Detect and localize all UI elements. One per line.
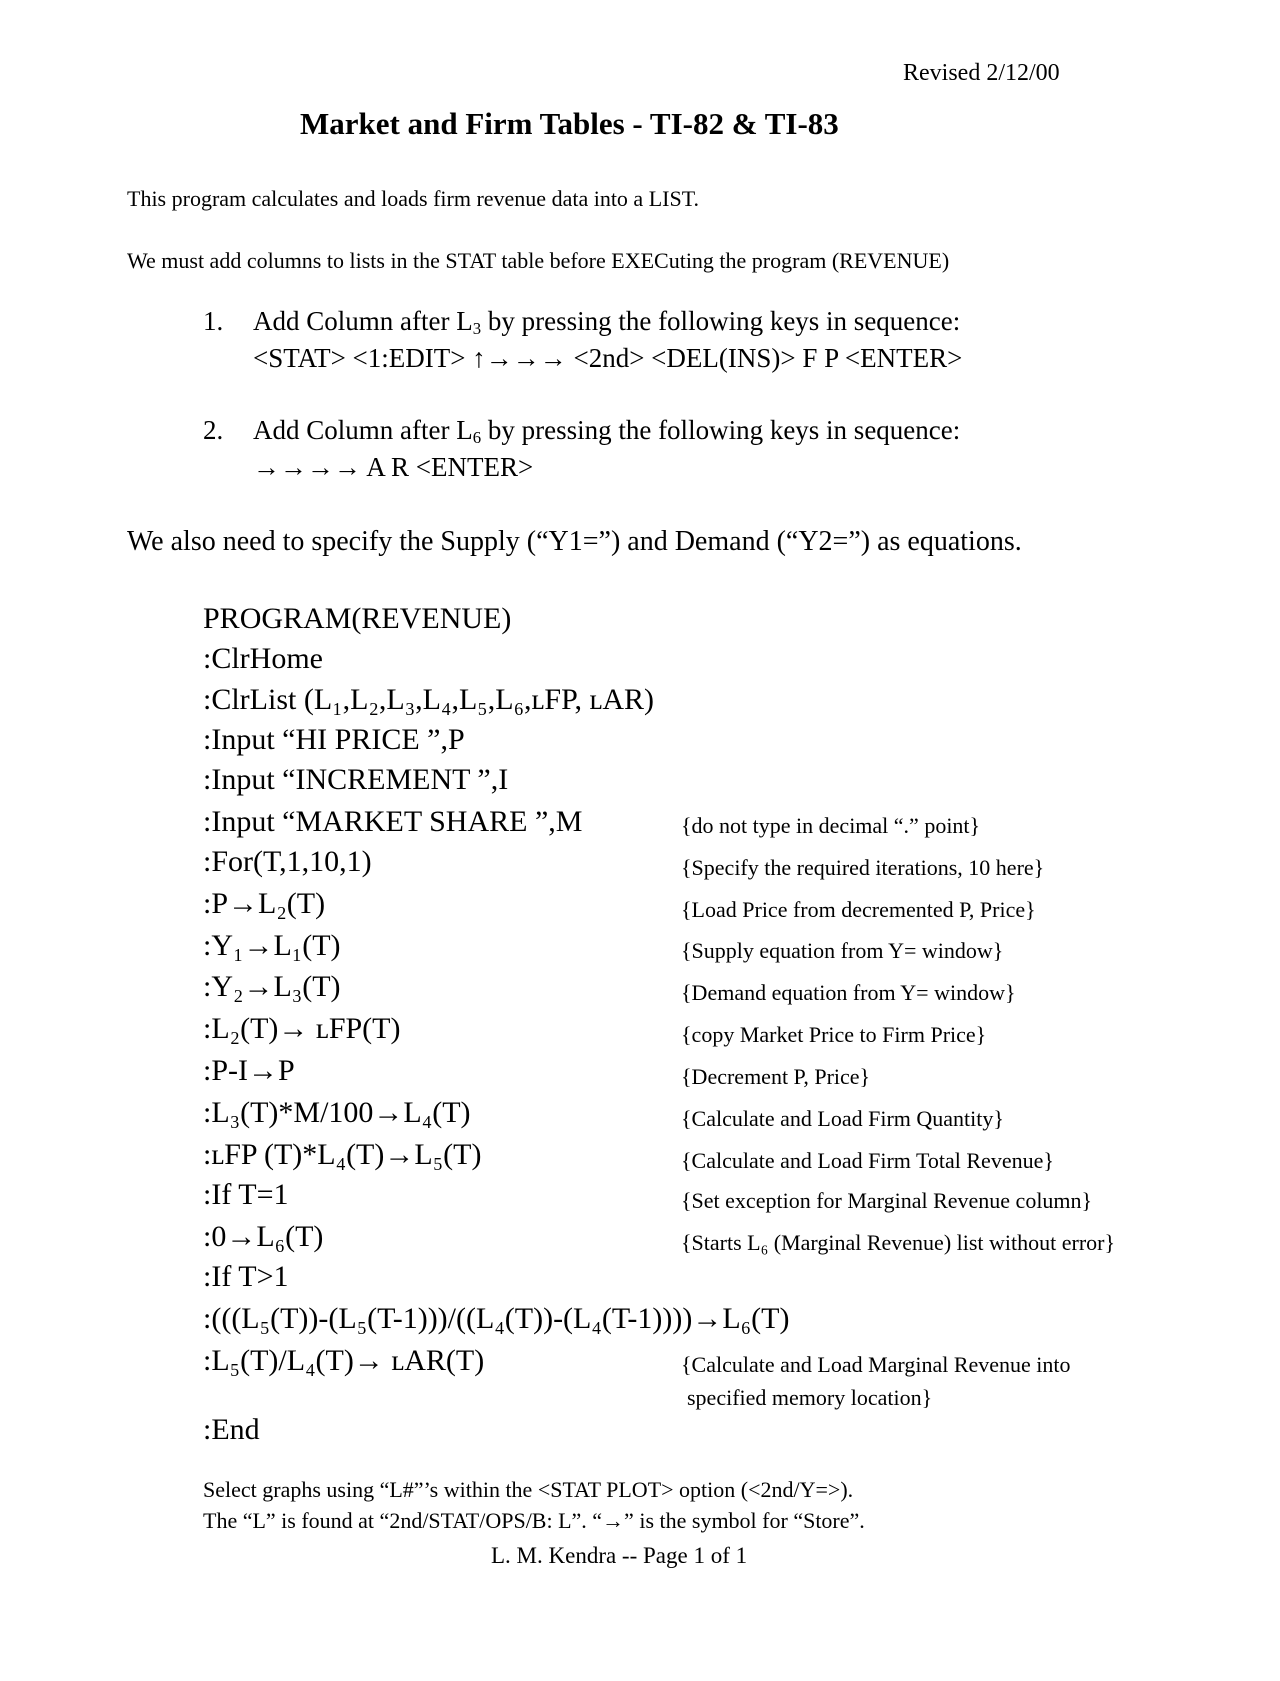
code-line: :Y₂→L₃(T)	[203, 970, 341, 1003]
code-line: :Input “MARKET SHARE ”,M	[203, 805, 583, 838]
code-line: :P→L₂(T)	[203, 887, 326, 920]
step-2-number: 2.	[203, 415, 224, 445]
code-comment: {Set exception for Marginal Revenue column}	[681, 1188, 1093, 1213]
code-comment: {Starts L₆ (Marginal Revenue) list without error}	[681, 1230, 1116, 1255]
code-comment: {Calculate and Load Marginal Revenue into	[681, 1352, 1071, 1377]
code-comment: {Calculate and Load Firm Quantity}	[681, 1106, 1004, 1131]
page-footer: L. M. Kendra -- Page 1 of 1	[491, 1543, 748, 1568]
code-line: :L₂(T)→ ʟFP(T)	[203, 1012, 401, 1045]
revised-date: Revised 2/12/00	[903, 60, 1060, 86]
step-1-keys: <STAT> <1:EDIT> ↑→→→ <2nd> <DEL(INS)> F P <ENTER>	[253, 343, 963, 373]
code-comment: {Specify the required iterations, 10 here}	[681, 855, 1045, 880]
footer-store-note: The “L” is found at “2nd/STAT/OPS/B: L”. “→” is the symbol for “Store”.	[203, 1508, 865, 1533]
code-comment: {copy Market Price to Firm Price}	[681, 1022, 987, 1047]
program-heading: PROGRAM(REVENUE)	[203, 602, 512, 635]
intro-line-2: We must add columns to lists in the STAT table before EXECuting the program (REVENUE)	[127, 248, 950, 273]
code-line: :End	[203, 1413, 260, 1446]
equations-note: We also need to specify the Supply (“Y1=”) and Demand (“Y2=”) as equations.	[127, 526, 1022, 557]
code-comment: {Decrement P, Price}	[681, 1064, 871, 1089]
step-2-keys: →→→→ A R <ENTER>	[253, 452, 534, 482]
code-comment: {Demand equation from Y= window}	[681, 980, 1016, 1005]
page-title: Market and Firm Tables - TI-82 & TI-83	[300, 106, 839, 141]
step-1-line-1: Add Column after $L_3$ by pressing the following keys in sequence:	[253, 306, 961, 339]
code-line: :ClrHome	[203, 642, 323, 675]
code-line: :ʟFP (T)*L₄(T)→L₅(T)	[203, 1138, 482, 1171]
code-line: :For(T,1,10,1)	[203, 845, 372, 878]
step-2-line-1: Add Column after $L_6$ by pressing the following keys in sequence:	[253, 415, 961, 448]
footer-graphs-note: Select graphs using “L#”’s within the <STAT PLOT> option (<2nd/Y=>).	[203, 1477, 854, 1502]
code-line: :ClrList (L₁,L₂,L₃,L₄,L₅,L₆,ʟFP, ʟAR)	[203, 683, 655, 716]
code-line: :Y₁→L₁(T)	[203, 929, 341, 962]
step-1-number: 1.	[203, 306, 224, 336]
code-line: :0→L₆(T)	[203, 1220, 324, 1253]
code-line: :Input “INCREMENT ”,I	[203, 763, 509, 796]
code-comment: {Supply equation from Y= window}	[681, 938, 1004, 963]
code-comment: {do not type in decimal “.” point}	[681, 813, 981, 838]
code-line: :If T>1	[203, 1260, 289, 1293]
code-line: :If T=1	[203, 1178, 289, 1211]
code-comment: {Calculate and Load Firm Total Revenue}	[681, 1148, 1054, 1173]
intro-line-1: This program calculates and loads firm revenue data into a LIST.	[127, 186, 699, 211]
code-comment: specified memory location}	[687, 1385, 933, 1410]
code-line: :L₃(T)*M/100→L₄(T)	[203, 1096, 471, 1129]
code-line: :L₅(T)/L₄(T)→ ʟAR(T)	[203, 1344, 485, 1377]
code-line: :Input “HI PRICE ”,P	[203, 723, 465, 756]
code-line: :(((L₅(T))-(L₅(T-1)))/((L₄(T))-(L₄(T-1))))→L₆(T)	[203, 1302, 790, 1335]
code-line: :P-I→P	[203, 1054, 295, 1087]
code-comment: {Load Price from decremented P, Price}	[681, 897, 1036, 922]
